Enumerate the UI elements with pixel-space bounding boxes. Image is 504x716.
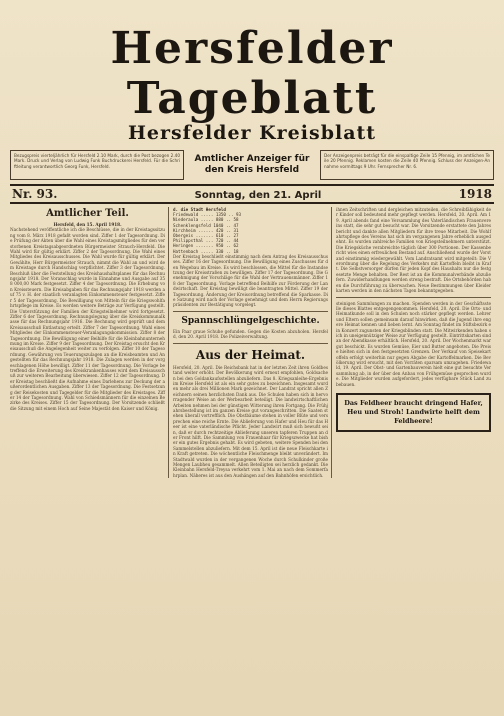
masthead-subtitle: Hersfelder Kreisblatt xyxy=(127,122,377,144)
issue-year: 1918 xyxy=(458,187,492,201)
issue-date-bar xyxy=(10,184,494,204)
masthead-title: Hersfelder Tageblatt xyxy=(110,23,394,124)
issue-number: Nr. 93. xyxy=(12,187,58,201)
info-box-right: Der Anzeigenpreis beträgt für die einspaltige Zeile 15 Pfennig, im amtlichen Teile 20 Pfennig. Reklamen kosten die Zeile 40 Pfennig. Schluss der Anzeigen-Annahme vormittags 9 Uhr. Fernsprecher Nr. 6. xyxy=(320,150,494,180)
divider xyxy=(173,343,328,344)
right-article-2: steinigen Sammlungen zu machen. Spenden werden in der Geschäftsstelle dieses Blattes entgegengenommen. Hersfeld, 20. April. Die Orts- und Heimatkunde soll in den Schulen noch stärker gepflegt werden. Lehrer und Eltern sollen gemeinsam darauf hinwirken, daß die Jugend ihre engere Heimat kennen und lieben lernt. Am Sonntag findet im Stiftsbezirk ein Konzert zugunsten der Kriegsblinden statt. Die Mitwirkenden haben sich in uneigennütziger Weise zur Verfügung gestellt. Eintrittskarten sind an der Abendkasse erhältlich. Hersfeld, 20. April. Der Wochenmarkt war gut beschickt. Es wurden Gemüse, Eier und Butter angeboten. Die Preise hielten sich in den festgesetzten Grenzen. Der Verkauf von Speisekartoffeln erfolgt weiterhin nur gegen Abgabe der Kartoffelmarken. Die Bevölkerung wird ersucht, mit den Vorräten sparsam umzugehen. Friedewald, 19. April. Der Obst- und Gartenbauverein hielt eine gut besuchte Versammlung ab, in der über den Anbau von Frühgemüse gesprochen wurde. Die Mitglieder wurden aufgefordert, jedes verfügbare Stück Land zu bebauen. xyxy=(336,300,491,387)
feldheer-appeal-box: Das Feldheer braucht dringend Hafer, Heu und Stroh! Landwirte helft dem Feldheere! xyxy=(336,393,491,432)
middle-article-2: Ein Paar graue Schuhe gefunden. Gegen die Kosten abzuholen. Hersfeld, den 20. April 1918. Die Polizeiverwaltung. xyxy=(173,328,328,340)
official-section-heading: Amtlicher Teil. xyxy=(46,208,129,219)
columns xyxy=(10,207,494,478)
info-box-left: Bezugspreis vierteljährlich für Hersfeld 2.10 Mark, durch die Post bezogen 2.40 Mark. Druck und Verlag von Ludwig Funk Buchdruckerei Hersfeld. Für die Schriftleitung verantwortlich Georg Funk, Hersfeld. xyxy=(10,150,184,180)
article-text: Nachstehend veröffentliche ich die Beschlüsse, die in der Kreistagssitzung vom 8. März 1918 gefaßt worden sind. Ziffer 1 der Tagesordnung. Die Prüfung der Akten über die Wahl eines Kreistagsmitgliedes für den verstorbenen Kreistagsabgeordneten Bürgermeister Strauch-Hersfeld. Die Wahl wird für gültig erklärt. Ziffer 2 der Tagesordnung. Die Wahl eines Mitgliedes des Kreisausschusses. Die Wahl wurde für gültig erklärt. Der Gewählte, Herr Bürgermeister Strauch, nimmt die Wahl an und wird dem Kreistage durch Handschlag verpflichtet. Ziffer 3 der Tagesordnung. Beschluß über die Feststellung des Kreishaushaltsplanes für das Rechnungsjahr 1918. Der Voranschlag wurde in Einnahme und Ausgabe auf 358 000,00 Mark festgesetzt. Ziffer 4 der Tagesordnung. Die Erhebung von Kreissteuern. Die Kreisabgaben für das Rechnungsjahr 1918 werden auf 75 v. H. der staatlich veranlagten Einkommensteuer festgesetzt. Ziffer 5 der Tagesordnung. Die Bewilligung von Mitteln für die Kriegswohlfahrtspflege im Kreise. Es werden weitere Beträge zur Verfügung gestellt. Die Unterstützung der Familien der Kriegsteilnehmer wird fortgesetzt. Ziffer 6 der Tagesordnung. Rechnungslegung über die Kreiskommunalkasse für das Rechnungsjahr 1916. Die Rechnung wird geprüft und dem Kreisausschuß Entlastung erteilt. Ziffer 7 der Tagesordnung. Wahl eines Mitgliedes der Einkommensteuer-Veranlagungskommission. Ziffer 8 der Tagesordnung. Die Bewilligung einer Beihilfe für die Kleinbahnunternehmung im Kreise. Ziffer 9 der Tagesordnung. Der Kreistag ersucht den Kreisausschuß die Angelegenheit weiter zu verfolgen. Ziffer 10 der Tagesordnung. Gewährung von Teuerungszulagen an die Kreisbeamten und Angestellten für das Rechnungsjahr 1918. Die Zulagen werden in der vorgeschlagenen Höhe bewilligt. Ziffer 11 der Tagesordnung. Die Vorlage betreffend die Erweiterung des Kreiskrankenhauses wird dem Kreisausschuß zur weiteren Bearbeitung überwiesen. Ziffer 12 der Tagesordnung. Der Kreistag beschließt die Aufnahme eines Darlehens zur Deckung der außerordentlichen Ausgaben. Ziffer 13 der Tagesordnung. Die Festsetzung der Reisekosten und Tagegelder für die Mitglieder des Kreistages. Ziffer 14 der Tagesordnung. Wahl von Schiedsmännern für die einzelnen Bezirke des Kreises. Ziffer 15 der Tagesordnung. Der Vorsitzende schließt die Sitzung mit einem Hoch auf Seine Majestät den Kaiser und König. xyxy=(10,227,166,411)
statistics-table: d. die Stadt Hersfeld Friedewald ..... 1350 .. 93 Niederaula ..... 880 .. 58 Schenklengsfeld 1040 .. 47 Kirchheim ...... 420 .. 31 Obergeis ....... 610 .. 27 Philippsthal ... 720 .. 44 Heringen ....... 950 .. 62 Hattenbach ..... 330 .. 18 xyxy=(173,207,328,254)
table-heading: d. die Stadt Hersfeld xyxy=(173,207,226,212)
section-heading-1: Spannschlüngelgeschichte. xyxy=(181,315,320,326)
issue-date: Sonntag, den 21. April xyxy=(194,190,322,201)
center-title: Amtlicher Anzeiger für den Kreis Hersfeld xyxy=(194,154,310,175)
middle-article-1: Der Kreistag beschließt einstimmig nach dem Antrag des Kreisausschusses. Ziffer 16 der Tagesordnung. Die Bewilligung eines Zuschusses für den Wegebau im Kreise. Es wird beschlossen, die Mittel für die Instandsetzung der Kreisstraßen zu bewilligen. Ziffer 17 der Tagesordnung. Die Genehmigung der Vorschläge für die Wahl der Vertrauensmänner. Ziffer 18 der Tagesordnung. Vorlage betreffend Beihilfe zur Förderung der Landwirtschaft. Der Kreistag bewilligt die beantragten Mittel. Ziffer 19 der Tagesordnung. Änderung der Kreisordnung betreffend die Sparkasse. Die Satzung wird nach der Vorlage genehmigt und dem Herrn Regierungspräsidenten zur Bestätigung vorgelegt. xyxy=(173,253,328,308)
column-right xyxy=(336,207,494,478)
middle-article-3: Hersfeld, 20. April. Die Reichsbank hat in der letzten Zeit ihren Goldbestand weiter erhöht. Der Bevölkerung wird erneut empfohlen, Goldsachen bei den Goldankaufsstellen abzuliefern. Das 8. Kriegsanleihe-Ergebnis im Kreise Hersfeld ist als ein sehr gutes zu bezeichnen. Insgesamt wurden mehr als drei Millionen Mark gezeichnet. Der Landrat spricht allen Zeichnern seinen herzlichsten Dank aus. Die Schulen haben sich in hervorragender Weise an der Werbearbeit beteiligt. Die landwirtschaftlichen Arbeiten nehmen bei der günstigen Witterung ihren Fortgang. Die Frühjahrsbestellung ist im ganzen Kreise gut vorangeschritten. Die Saaten stehen überall vortrefflich. Die Obstbäume stehen in voller Blüte und versprechen eine reiche Ernte. Die Ablieferung von Hafer und Heu für das Heer ist eine vaterländische Pflicht. Jeder Landwirt muß sich bewußt sein, daß er durch rechtzeitige Ablieferung unseren tapferen Truppen an der Front hilft. Die Sammlung von Frauenhaar für Kriegszwecke hat bisher ein gutes Ergebnis gehabt. Es wird gebeten, weitere Spenden bei den Sammelstellen abzuliefern. Mit dem 15. April ist die neue Fleischkarte in Kraft getreten. Die wöchentliche Fleischmenge bleibt unverändert. Im Stadtwald wurden in der vergangenen Woche durch Schulkinder große Mengen Laubheu gesammelt. Allen Beteiligten sei herzlich gedankt. Die Kleinbahn Hersfeld-Treysa verkehrt vom 1. Mai an nach dem Sommerfahrplan. Näheres ist aus den Aushängen auf den Bahnhöfen ersichtlich. xyxy=(173,364,328,478)
divider xyxy=(173,311,328,312)
divider xyxy=(336,297,491,298)
dateline: Hersfeld, den 15. April 1918. xyxy=(53,222,122,227)
column-left xyxy=(10,207,169,478)
right-article-1: ihnen Zeitschriften und dergleichen mitzuteilen, die Schreibfähigkeit der Kinder soll bedeutend mehr gepflegt werden. Hersfeld, 20. April. Am 19. April abends fand eine Versammlung des Vaterländischen Frauenvereins statt, die sehr gut besucht war. Die Vorsitzende erstattete den Jahresbericht und dankte allen Mitgliedern für ihre treue Mitarbeit. Die Wohlfahrtspflege des Vereins hat sich im vergangenen Jahre erheblich ausgedehnt. Es wurden zahlreiche Familien von Kriegsteilnehmern unterstützt. Die Kriegsküche verabreichte täglich über 300 Portionen. Der Kassenbericht wies einen erfreulichen Bestand auf. Anschließend wurde der Vorstand einstimmig wiedergewählt. Vom Landratsamt wird mitgeteilt: Die Verordnung über die Regelung des Verkehrs mit Kartoffeln bleibt in Kraft. Die Selbstversorger dürfen für jeden Kopf des Haushalts nur die festgesetzte Menge behalten. Der Rest ist an die Kommunalverbände abzuliefern. Zuwiderhandlungen werden streng bestraft. Die Ortsbehörden haben die Durchführung zu überwachen. Neue Bestimmungen über Kleiderkarten werden in den nächsten Tagen bekanntgegeben. xyxy=(336,207,491,294)
info-bar xyxy=(10,150,494,180)
section-heading-2: Aus der Heimat. xyxy=(195,347,306,362)
column-middle xyxy=(173,207,332,478)
